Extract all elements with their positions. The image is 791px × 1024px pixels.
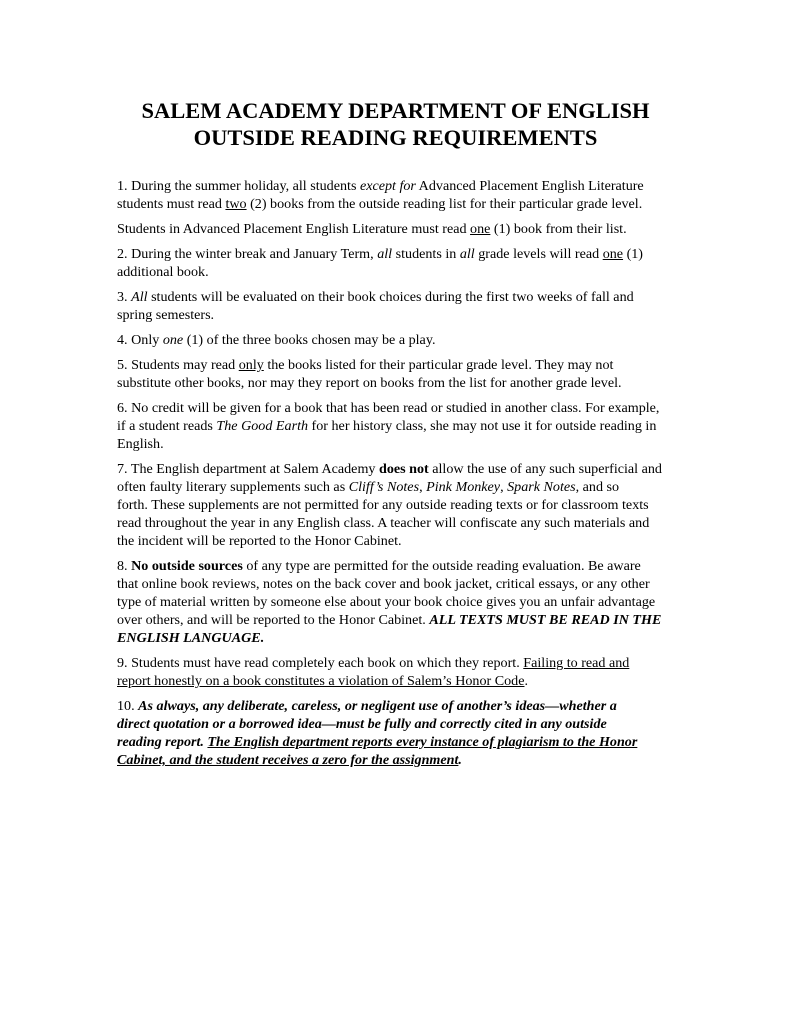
text-run: (1) of the three books chosen may be a play.	[183, 332, 436, 348]
text-run: 4. Only	[117, 332, 163, 348]
text-line	[117, 629, 697, 647]
text-run: report honestly on a book constitutes a violation of Salem’s Honor Code	[117, 673, 525, 689]
text-run: spring semesters.	[117, 307, 215, 323]
text-line	[117, 374, 697, 392]
text-run: 2. During the winter break and January Term,	[117, 246, 378, 262]
text-run: ALL TEXTS MUST BE READ IN THE	[429, 612, 662, 628]
text-line	[117, 399, 697, 417]
title-line-2: OUTSIDE READING REQUIREMENTS	[193, 125, 598, 150]
requirement-item-8	[117, 557, 697, 647]
text-run: students must read	[117, 196, 226, 212]
text-run: additional book.	[117, 264, 209, 280]
text-line	[117, 417, 697, 435]
text-run: (1)	[623, 246, 644, 262]
text-line	[117, 733, 697, 751]
text-run: Cabinet, and the student receives a zero for the assignment	[117, 752, 459, 768]
text-run: 5. Students may read	[117, 357, 239, 373]
text-run: (1) book from their list.	[490, 221, 627, 237]
text-line	[117, 751, 697, 769]
requirement-item-3	[117, 288, 697, 324]
text-run: direct quotation or a borrowed idea—must be fully and correctly cited in any outside	[117, 716, 607, 732]
text-run: except for	[359, 178, 416, 194]
text-run: one	[470, 221, 491, 237]
text-run: for her history class, she may not use it for outside reading in	[308, 418, 657, 434]
text-line	[117, 177, 697, 195]
requirement-item-2	[117, 245, 697, 281]
text-run: Advanced Placement English Literature	[415, 178, 644, 194]
text-run: allow the use of any such superficial and	[428, 461, 662, 477]
text-line	[117, 263, 697, 281]
text-run: the incident will be reported to the Honor Cabinet.	[117, 533, 402, 549]
text-run: of any type are permitted for the outside reading evaluation. Be aware	[242, 558, 641, 574]
text-line	[117, 331, 697, 349]
requirement-item-9	[117, 654, 697, 690]
text-line	[117, 195, 697, 213]
text-run: 1. During the summer holiday, all students	[117, 178, 360, 194]
text-line	[117, 715, 697, 733]
text-line	[117, 575, 697, 593]
text-run: Failing to read and	[523, 655, 630, 671]
text-line	[117, 557, 697, 575]
requirement-item-10	[117, 697, 697, 769]
text-line	[117, 611, 697, 629]
text-run: The Good Earth	[216, 418, 309, 434]
text-run: substitute other books, nor may they report on books from the list for another grade level.	[117, 375, 622, 391]
text-run: English.	[117, 436, 164, 452]
text-line	[117, 220, 697, 238]
text-run: 8.	[117, 558, 132, 574]
text-line	[117, 435, 697, 453]
requirement-item-1	[117, 177, 697, 213]
text-line	[117, 593, 697, 611]
text-run: read throughout the year in any English class. A teacher will confiscate any such materials and	[117, 515, 650, 531]
text-run: 6. No credit will be given for a book that has been read or studied in another class. For example,	[117, 400, 660, 416]
text-line	[117, 496, 697, 514]
text-run: All	[131, 289, 148, 305]
text-line	[117, 288, 697, 306]
requirement-ap-note	[117, 220, 697, 238]
text-run: students will be evaluated on their book choices during the first two weeks of fall and	[147, 289, 634, 305]
text-run: forth. These supplements are not permitted for any outside reading texts or for classroom texts	[117, 497, 649, 513]
text-line	[117, 532, 697, 550]
text-line	[117, 697, 697, 715]
text-run: (2) books from the outside reading list for their particular grade level.	[246, 196, 643, 212]
text-run: grade levels will read	[474, 246, 603, 262]
text-run: ENGLISH LANGUAGE.	[117, 630, 265, 646]
text-run: one	[602, 246, 624, 262]
text-run: if a student reads	[117, 418, 217, 434]
text-run: over others, and will be reported to the Honor Cabinet.	[117, 612, 430, 628]
text-run: all	[377, 246, 393, 262]
text-line	[117, 478, 697, 496]
requirements-list	[117, 177, 697, 776]
text-run: ,	[419, 479, 427, 495]
text-run: Cliff’s Notes	[348, 479, 420, 495]
text-run: type of material written by someone else about your book choice gives you an unfair advantage	[117, 594, 656, 610]
text-line	[117, 654, 697, 672]
text-run: ,	[500, 479, 508, 495]
title-line-1: SALEM ACADEMY DEPARTMENT OF ENGLISH	[141, 98, 650, 123]
text-run: 3.	[117, 289, 132, 305]
text-line	[117, 672, 697, 690]
text-line	[117, 306, 697, 324]
text-run: Spark Notes	[507, 479, 576, 495]
text-run: one	[162, 332, 184, 348]
text-run: 9. Students must have read completely each book on which they report.	[117, 655, 524, 671]
requirement-item-4	[117, 331, 697, 349]
text-run: 7. The English department at Salem Academy	[117, 461, 379, 477]
text-run: students in	[392, 246, 460, 262]
text-line	[117, 514, 697, 532]
text-run: all	[459, 246, 475, 262]
text-run: does not	[378, 461, 429, 477]
requirement-item-5	[117, 356, 697, 392]
text-run: Pink Monkey	[426, 479, 501, 495]
text-run: Students in Advanced Placement English Literature must read	[117, 221, 471, 237]
text-line	[117, 245, 697, 263]
text-run: that online book reviews, notes on the back cover and book jacket, critical essays, or any other	[117, 576, 650, 592]
requirement-item-7	[117, 460, 697, 550]
text-run: .	[524, 673, 529, 689]
text-run: No outside sources	[131, 558, 243, 574]
text-run: .	[458, 752, 462, 768]
text-run: , and so	[575, 479, 620, 495]
text-run: 10.	[117, 698, 139, 714]
requirement-item-6	[117, 399, 697, 453]
text-line	[117, 356, 697, 374]
text-run: The English department reports every instance of plagiarism to the Honor	[207, 734, 638, 750]
text-run: only	[238, 357, 264, 373]
text-run: reading report.	[117, 734, 208, 750]
page-title	[0, 97, 791, 151]
text-run: the books listed for their particular grade level. They may not	[263, 357, 614, 373]
text-run: two	[225, 196, 247, 212]
text-run: often faulty literary supplements such as	[117, 479, 349, 495]
text-run: As always, any deliberate, careless, or negligent use of another’s ideas—whether a	[138, 698, 617, 714]
text-line	[117, 460, 697, 478]
